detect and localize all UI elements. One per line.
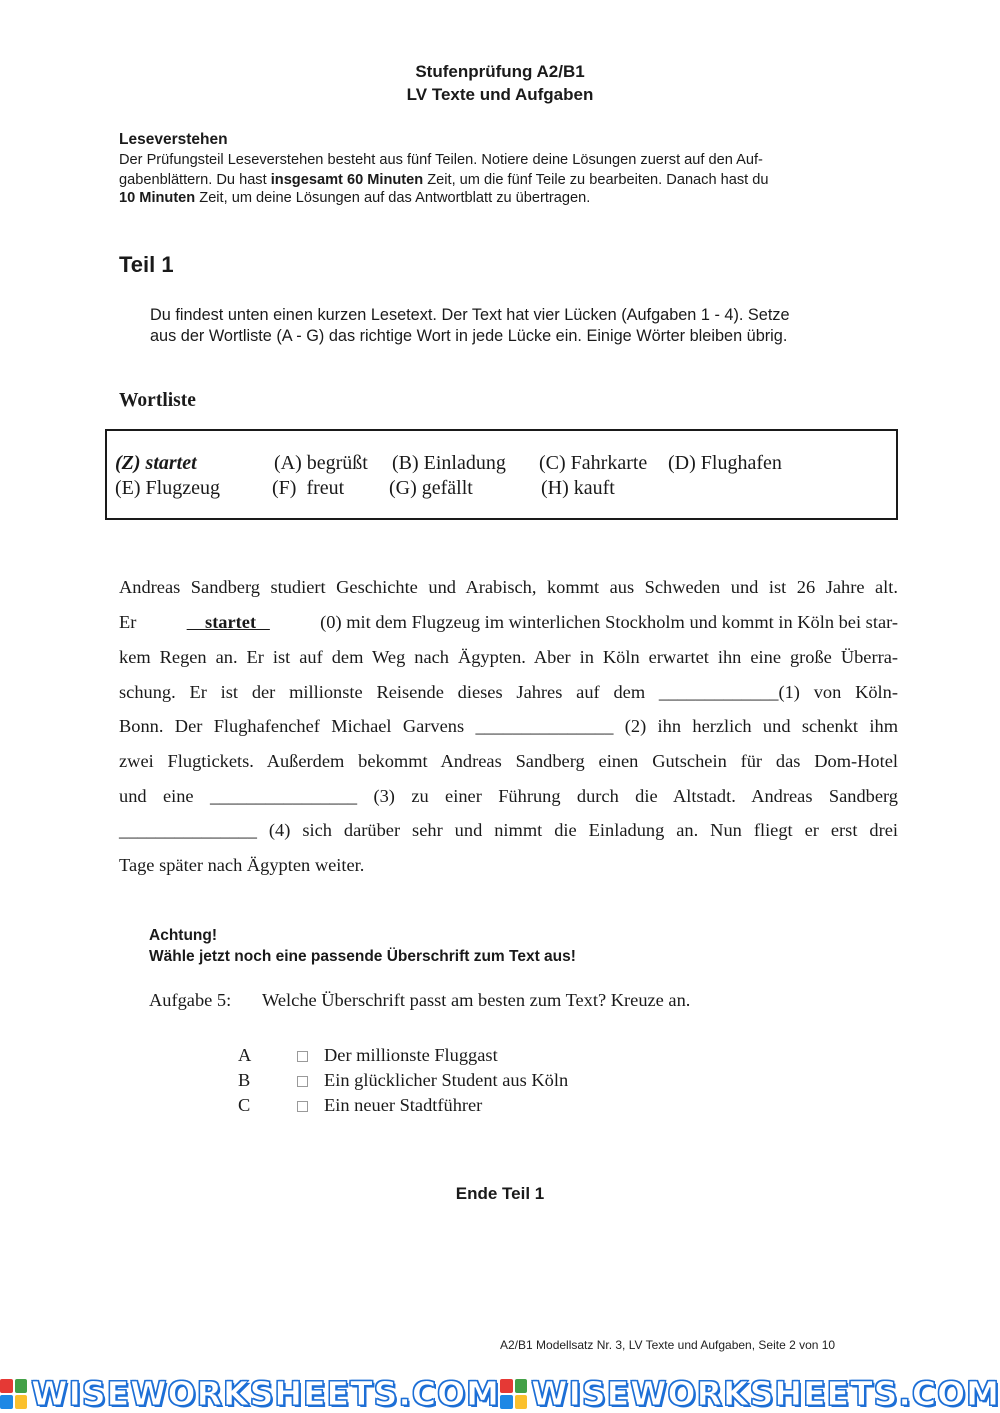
watermark-segment: [500, 1375, 1000, 1413]
intro-line2-a: gabenblättern. Du hast: [119, 172, 271, 188]
logo-square-blue: [500, 1395, 513, 1409]
story-line-9: Tage später nach Ägypten weiter.: [119, 855, 365, 875]
intro-line3-b: Zeit, um deine Lösungen auf das Antwortblatt zu übertragen.: [195, 190, 591, 206]
ende-teil: Ende Teil 1: [455, 1184, 545, 1203]
section-heading-leseverstehen: Leseverstehen: [119, 131, 228, 148]
intro-line2-bold: insgesamt 60 Minuten: [270, 172, 424, 188]
intro-text-line1: [119, 151, 879, 169]
page-subtitle: LV Texte und Aufgaben: [406, 85, 594, 104]
watermark-logo-icon: [500, 1379, 527, 1409]
wortliste-title: Wortliste: [119, 390, 196, 411]
option-a-text: Der millionste Fluggast: [324, 1045, 498, 1065]
word-d: (D) Flughafen: [668, 452, 782, 474]
watermark-text: WISEWORKSHEETS.COM: [531, 1375, 1000, 1413]
teil-heading: Teil 1: [119, 252, 174, 277]
story-line-7: und eine ________________ (3) zu einer Führung durch die Altstadt. Andreas Sandberg: [119, 786, 898, 806]
watermark-text: WISEWORKSHEETS.COM: [31, 1375, 500, 1413]
intro-line2-b: Zeit, um die fünf Teile zu bearbeiten. Danach hast du: [423, 172, 769, 188]
task-description: [150, 305, 890, 347]
story-line-8: _______________ (4) sich darüber sehr und nimmt die Einladung an. Nun fliegt er erst drei: [119, 820, 898, 840]
word-g: (G) gefällt: [389, 477, 473, 499]
watermark-segment: [0, 1375, 500, 1413]
achtung-heading: Achtung!: [149, 927, 218, 944]
watermark-logo-icon: [0, 1379, 27, 1409]
logo-square-blue: [0, 1395, 13, 1409]
story-line-2: [119, 610, 898, 634]
option-b-text: Ein glücklicher Student aus Köln: [324, 1070, 569, 1090]
intro-text-line2: [119, 171, 879, 189]
story-line2-post: (0) mit dem Flugzeug im winterlichen Stockholm und kommt in Köln bei star-: [320, 612, 898, 632]
watermark-banner: [0, 1375, 1000, 1413]
logo-square-green: [15, 1379, 28, 1393]
example-answer: startet: [186, 612, 270, 632]
logo-square-green: [515, 1379, 528, 1393]
aufgabe5-label: Aufgabe 5:: [149, 990, 232, 1010]
word-e: (E) Flugzeug: [115, 477, 220, 499]
intro-line1: Der Prüfungsteil Leseverstehen besteht aus fünf Teilen. Notiere deine Lösungen zuerst auf den Auf-: [119, 152, 763, 168]
word-a: (A) begrüßt: [274, 452, 368, 474]
story-line-3: kem Regen an. Er ist auf dem Weg nach Ägypten. Aber in Köln erwartet ihn eine große Überra-: [119, 647, 898, 667]
option-b-checkbox[interactable]: [297, 1076, 308, 1087]
story-line2-pre: Er: [119, 612, 137, 632]
intro-text-line3: [119, 189, 879, 207]
story-line-4: schung. Er ist der millionste Reisende dieses Jahres auf dem _____________(1) von Köln-: [119, 682, 898, 702]
logo-square-red: [500, 1379, 513, 1393]
logo-square-yellow: [515, 1395, 528, 1409]
option-c-text: Ein neuer Stadtführer: [324, 1095, 483, 1115]
option-c-checkbox[interactable]: [297, 1101, 308, 1112]
option-b-letter: B: [238, 1070, 251, 1090]
logo-square-yellow: [15, 1395, 28, 1409]
word-b: (B) Einladung: [392, 452, 506, 474]
page-title: Stufenprüfung A2/B1: [415, 62, 585, 81]
option-a-checkbox[interactable]: [297, 1051, 308, 1062]
option-a-letter: A: [238, 1045, 252, 1065]
word-z: (Z) startet: [115, 452, 197, 474]
intro-line3-bold: 10 Minuten: [119, 190, 196, 206]
page-footer: A2/B1 Modellsatz Nr. 3, LV Texte und Aufgaben, Seite 2 von 10: [500, 1338, 836, 1352]
word-c: (C) Fahrkarte: [539, 452, 648, 474]
task-line2: aus der Wortliste (A - G) das richtige Wort in jede Lücke ein. Einige Wörter bleiben übrig.: [150, 327, 788, 345]
word-h: (H) kauft: [541, 477, 615, 499]
achtung-instruction: Wähle jetzt noch eine passende Überschrift zum Text aus!: [149, 948, 576, 965]
story-line-6: zwei Flugtickets. Außerdem bekommt Andreas Sandberg einen Gutschein für das Dom-Hotel: [119, 751, 898, 771]
aufgabe5-question: Welche Überschrift passt am besten zum Text? Kreuze an.: [262, 990, 691, 1010]
logo-square-red: [0, 1379, 13, 1393]
story-line-5: Bonn. Der Flughafenchef Michael Garvens _______________ (2) ihn herzlich und schenkt ihm: [119, 716, 898, 736]
word-f: (F) freut: [272, 477, 345, 499]
story-line-1: Andreas Sandberg studiert Geschichte und Arabisch, kommt aus Schweden und ist 26 Jahre alt.: [119, 577, 898, 597]
option-c-letter: C: [238, 1095, 251, 1115]
task-line1: Du findest unten einen kurzen Lesetext. Der Text hat vier Lücken (Aufgaben 1 - 4). Setze: [150, 306, 790, 324]
